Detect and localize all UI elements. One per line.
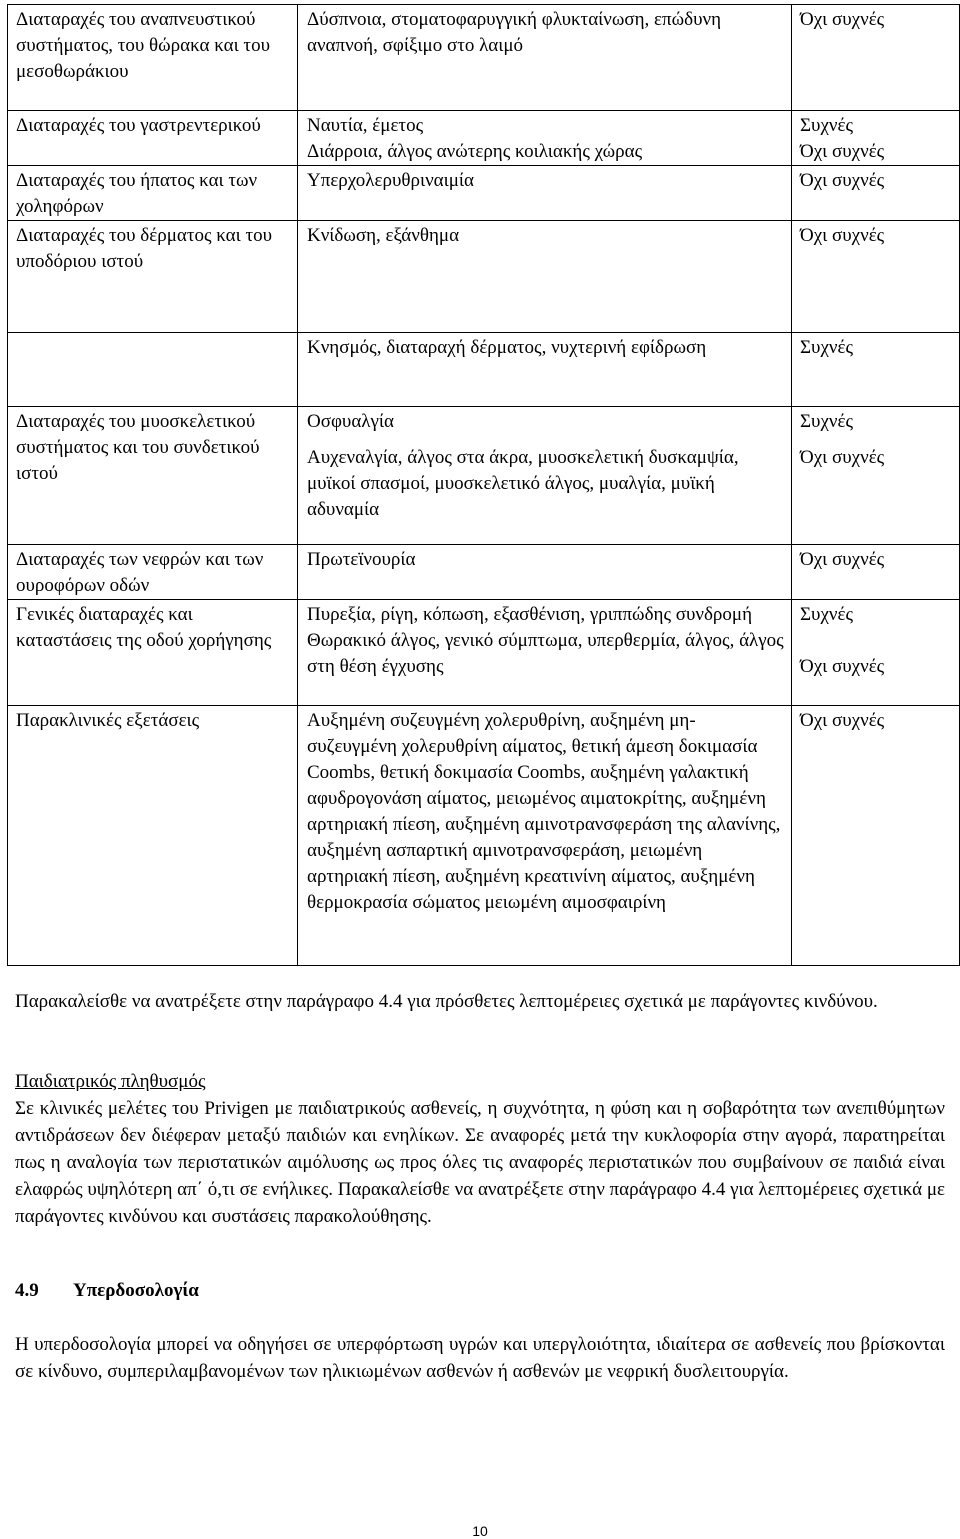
- reaction-text: Αυξημένη συζευγμένη χολερυθρίνη, αυξημένη μη-συζευγμένη χολερυθρίνη αίματος, θετική άμεση δοκιμασία Coombs, θετική δοκιμασία Coombs, αυξημένη γαλακτική αφυδρογονάση αίματος, μειωμένος αιματοκρίτης, αυξημένη αρτηριακή πίεση, αυξημένη αμινοτρανσφεράση της αλανίνης, αυξημένη ασπαρτική αμινοτρανσφεράση, μειωμένη αρτηριακή πίεση, αυξημένη κρεατινίνη αίματος, αυξημένη θερμοκρασία σώματος μειωμένη αιμοσφαιρίνη: [307, 710, 781, 913]
- reaction-cell: [298, 221, 792, 333]
- table-row: [8, 706, 960, 966]
- frequency-text: Όχι συχνές: [800, 656, 885, 677]
- frequency-text: Όχι συχνές: [800, 710, 885, 731]
- frequency-cell: [792, 545, 960, 600]
- frequency-text: Όχι συχνές: [800, 225, 885, 246]
- system-organ-class-cell: Διαταραχές του ήπατος και των χοληφόρων: [8, 166, 298, 221]
- system-organ-class-cell: Παρακλινικές εξετάσεις: [8, 706, 298, 966]
- system-organ-class-cell: Διαταραχές του μυοσκελετικού συστήματος και του συνδετικού ιστού: [8, 407, 298, 545]
- reaction-cell: [298, 166, 792, 221]
- frequency-cell: [792, 166, 960, 221]
- frequency-text: Όχι συχνές: [800, 447, 885, 468]
- table-row: [8, 600, 960, 706]
- reaction-text: Πυρεξία, ρίγη, κόπωση, εξασθένιση, γριππώδης συνδρομή: [307, 604, 753, 625]
- frequency-cell: [792, 111, 960, 166]
- reaction-text: Αυχεναλγία, άλγος στα άκρα, μυοσκελετική δυσκαμψία, μυϊκοί σπασμοί, μυοσκελετικό άλγος, μυαλγία, μυϊκή αδυναμία: [307, 447, 739, 520]
- reaction-cell: [298, 407, 792, 545]
- table-row: [8, 221, 960, 333]
- system-organ-class-cell: [8, 333, 298, 407]
- reaction-cell: [298, 111, 792, 166]
- system-organ-class-cell: Γενικές διαταραχές και καταστάσεις της οδού χορήγησης: [8, 600, 298, 706]
- reaction-text: Οσφυαλγία: [307, 411, 394, 432]
- system-organ-class-cell: Διαταραχές του αναπνευστικού συστήματος, του θώρακα και του μεσοθωράκιου: [8, 5, 298, 111]
- pediatric-heading: Παιδιατρικός πληθυσμός: [15, 1071, 206, 1092]
- frequency-cell: [792, 600, 960, 706]
- frequency-text: Όχι συχνές: [800, 141, 885, 162]
- reaction-cell: [298, 5, 792, 111]
- section-title: Υπερδοσολογία: [73, 1280, 199, 1301]
- frequency-text: Όχι συχνές: [800, 549, 885, 570]
- reaction-cell: [298, 600, 792, 706]
- reaction-text: Θωρακικό άλγος, γενικό σύμπτωμα, υπερθερμία, άλγος, άλγος στη θέση έγχυσης: [307, 630, 784, 677]
- frequency-cell: [792, 221, 960, 333]
- table-row: [8, 111, 960, 166]
- page-number: 10: [472, 1523, 488, 1539]
- system-organ-class-cell: Διαταραχές του δέρματος και του υποδόριου ιστού: [8, 221, 298, 333]
- reaction-text: Κνησμός, διαταραχή δέρματος, νυχτερινή εφίδρωση: [307, 337, 707, 358]
- section-number: 4.9: [15, 1280, 39, 1301]
- reaction-text: Υπερχολερυθριναιμία: [307, 170, 474, 191]
- risk-factors-note: Παρακαλείσθε να ανατρέξετε στην παράγραφο 4.4 για πρόσθετες λεπτομέρειες σχετικά με παράγοντες κινδύνου.: [15, 991, 878, 1012]
- reaction-text: Πρωτεϊνουρία: [307, 549, 416, 570]
- section-heading-overdose: [15, 1280, 199, 1302]
- frequency-text: Συχνές: [800, 411, 853, 432]
- adverse-reactions-table: [7, 4, 960, 966]
- frequency-cell: [792, 706, 960, 966]
- table-row: [8, 166, 960, 221]
- frequency-text: Συχνές: [800, 115, 853, 136]
- reaction-cell: [298, 545, 792, 600]
- overdose-paragraph: Η υπερδοσολογία μπορεί να οδηγήσει σε υπερφόρτωση υγρών και υπεργλοιότητα, ιδιαίτερα σε ασθενείς που βρίσκονται σε κίνδυνο, συμπεριλαμβανομένων των ηλικιωμένων ασθενών ή ασθενών με νεφρική δυσλειτουργία.: [15, 1334, 945, 1382]
- frequency-cell: [792, 333, 960, 407]
- frequency-text: Όχι συχνές: [800, 9, 885, 30]
- frequency-text: Όχι συχνές: [800, 170, 885, 191]
- reaction-cell: [298, 706, 792, 966]
- reaction-text: Δύσπνοια, στοματοφαρυγγική φλυκταίνωση, επώδυνη αναπνοή, σφίξιμο στο λαιμό: [307, 9, 722, 56]
- reaction-text: Ναυτία, έμετος: [307, 115, 424, 136]
- frequency-text: Συχνές: [800, 337, 853, 358]
- pediatric-paragraph: Σε κλινικές μελέτες του Privigen με παιδιατρικούς ασθενείς, η συχνότητα, η φύση και η σοβαρότητα των ανεπιθύμητων αντιδράσεων δεν διέφεραν μεταξύ παιδιών και ενηλίκων. Σε αναφορές μετά την κυκλοφορία στην αγορά, παρατηρείται πως η αναλογία των περιστατικών αιμόλυσης ως προς όλες τις αναφορές περιστατικών που συμβαίνουν σε παιδιά είναι ελαφρώς υψηλότερη απ΄ ό,τι σε ενήλικες. Παρακαλείσθε να ανατρέξετε στην παράγραφο 4.4 για λεπτομέρειες σχετικά με παράγοντες κινδύνου και συστάσεις παρακολούθησης.: [15, 1098, 945, 1227]
- table-row: [8, 333, 960, 407]
- reaction-cell: [298, 333, 792, 407]
- frequency-text: Συχνές: [800, 604, 853, 625]
- system-organ-class-cell: Διαταραχές των νεφρών και των ουροφόρων οδών: [8, 545, 298, 600]
- reaction-text: Διάρροια, άλγος ανώτερης κοιλιακής χώρας: [307, 141, 643, 162]
- table-row: [8, 407, 960, 545]
- frequency-cell: [792, 5, 960, 111]
- reaction-text: Κνίδωση, εξάνθημα: [307, 225, 460, 246]
- frequency-cell: [792, 407, 960, 545]
- table-row: [8, 5, 960, 111]
- table-row: [8, 545, 960, 600]
- system-organ-class-cell: Διαταραχές του γαστρεντερικού: [8, 111, 298, 166]
